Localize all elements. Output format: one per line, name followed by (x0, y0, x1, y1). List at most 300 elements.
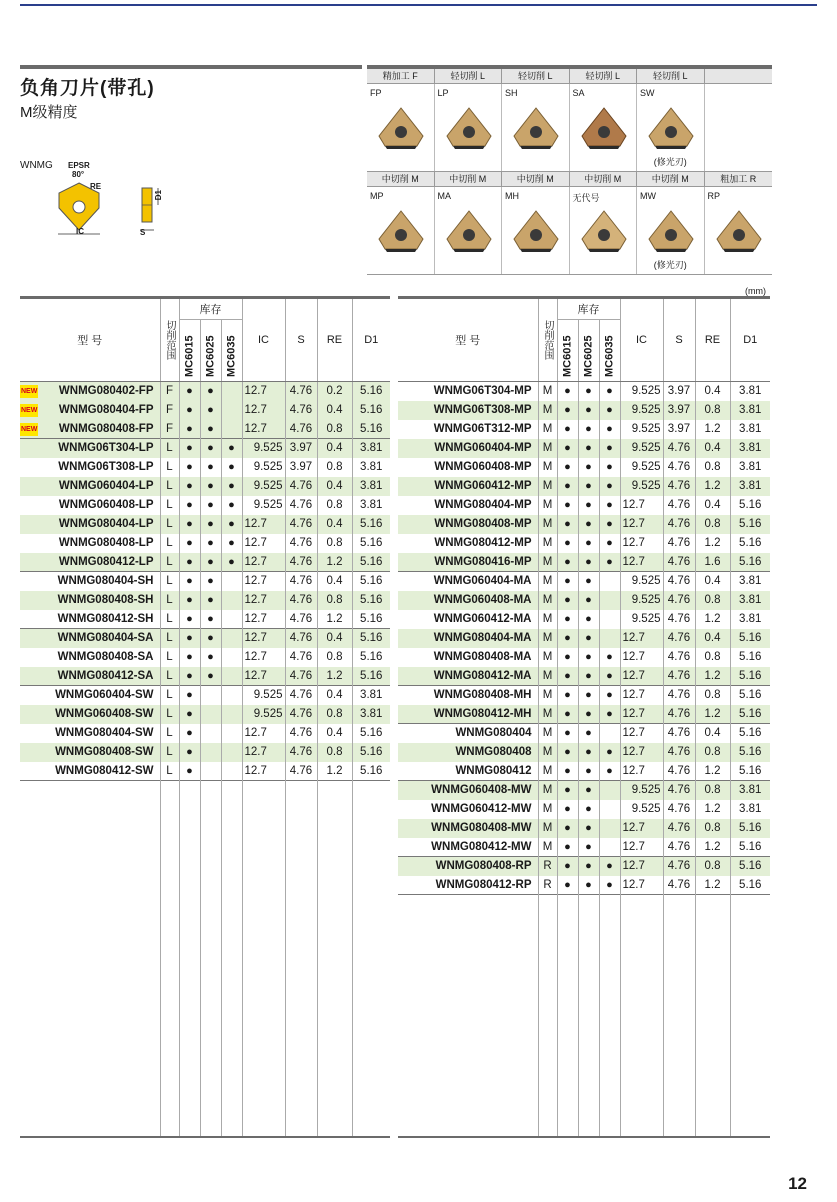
d1-cell: 3.81 (352, 686, 390, 705)
filler-cell (620, 895, 663, 1138)
model-cell (20, 686, 160, 705)
d1-cell: 3.81 (352, 477, 390, 496)
stock-mc6015-cell: ● (179, 572, 200, 591)
ic-cell: 12.7 (620, 629, 663, 648)
model-code: WNMG080412-MW (431, 840, 532, 853)
table-row (398, 724, 770, 743)
s-cell: 4.76 (663, 534, 695, 553)
d1-cell: 5.16 (730, 819, 770, 838)
cb-code: LP (437, 88, 449, 98)
stock-mc6015-cell: ● (557, 553, 578, 572)
s-cell: 3.97 (285, 439, 317, 458)
s-cell: 4.76 (663, 648, 695, 667)
ic-cell: 12.7 (242, 591, 285, 610)
ic-cell: 9.525 (242, 705, 285, 724)
re-cell: 0.4 (317, 439, 352, 458)
re-cell: 0.2 (317, 382, 352, 401)
stock-mc6035-cell: ● (599, 515, 620, 534)
stock-mc6035-cell: ● (221, 477, 242, 496)
range-cell: M (538, 648, 557, 667)
re-cell: 0.8 (695, 401, 730, 420)
s-cell: 4.76 (663, 762, 695, 781)
model-code: WNMG080412-LP (58, 555, 154, 568)
stock-mc6035-cell: ● (599, 401, 620, 420)
s-cell: 4.76 (285, 553, 317, 572)
re-cell: 0.8 (695, 515, 730, 534)
stock-mc6015-cell: ● (557, 610, 578, 629)
table-row (398, 686, 770, 705)
d1-cell: 5.16 (730, 724, 770, 743)
model-code: WNMG080412-SA (57, 669, 154, 682)
model-cell (20, 420, 160, 439)
re-cell: 0.8 (695, 857, 730, 876)
model-cell (20, 515, 160, 534)
s-cell: 4.76 (285, 496, 317, 515)
cb-code: SA (572, 88, 585, 98)
stock-mc6025-cell: ● (578, 667, 599, 686)
model-code: WNMG060408-LP (58, 499, 154, 511)
d1-cell: 5.16 (360, 764, 383, 777)
s-cell: 4.76 (285, 629, 317, 648)
stock-mc6015-cell: ● (557, 458, 578, 477)
d1-cell: 3.81 (739, 613, 762, 625)
d1-cell: 5.16 (352, 667, 390, 686)
s-cell: 4.76 (663, 838, 695, 857)
s-cell: 4.76 (285, 477, 317, 496)
cb-cell (367, 84, 435, 171)
model-code: WNMG080404-SW (55, 727, 154, 739)
ic-cell: 9.525 (242, 458, 285, 477)
stock-mc6015-cell: ● (557, 705, 578, 724)
d1-cell: 5.16 (352, 382, 390, 401)
ic-cell: 9.525 (242, 439, 285, 458)
ic-cell: 12.7 (242, 667, 285, 686)
stock-mc6025-cell: ● (578, 458, 599, 477)
stock-mc6025-cell: ● (578, 819, 599, 838)
table-row (20, 496, 390, 515)
model-code: WNMG080408-MP (434, 518, 532, 530)
range-cell: M (538, 667, 557, 686)
model-code: WNMG080404 (455, 727, 532, 740)
range-cell: L (160, 705, 179, 724)
stock-mc6025-cell: ● (200, 496, 221, 515)
table-row (398, 382, 770, 401)
range-cell: M (538, 553, 557, 572)
ic-cell: 12.7 (620, 762, 663, 781)
filler-cell (242, 781, 285, 1138)
filler-cell (599, 895, 620, 1138)
re-header: RE (317, 298, 352, 382)
model-cell (398, 686, 538, 705)
re-cell: 1.2 (695, 800, 730, 819)
range-cell: L (160, 648, 179, 667)
range-header: 切削范围 (538, 298, 557, 382)
d1-cell: 5.16 (360, 727, 383, 739)
range-cell: M (538, 515, 557, 534)
stock-mc6035-cell (221, 705, 242, 724)
model-code: WNMG080404-LP (58, 518, 154, 530)
model-code: WNMG06T304-LP (58, 442, 154, 455)
chipbreaker-header-row-2 (367, 172, 772, 187)
filler-cell (317, 781, 352, 1138)
ic-cell: 12.7 (242, 724, 285, 743)
range-cell: M (538, 572, 557, 591)
stock-mc6035-cell: ● (599, 876, 620, 895)
filler-cell (695, 895, 730, 1138)
cb-category: 轻切削 L (502, 69, 570, 83)
insert-photo-icon (512, 106, 560, 150)
model-code: WNMG080412 (455, 764, 532, 777)
stock-mc6015-cell: ● (557, 515, 578, 534)
cb-cell (435, 187, 503, 274)
range-cell: M (538, 534, 557, 553)
model-cell (398, 515, 538, 534)
model-cell (20, 534, 160, 553)
s-cell: 4.76 (663, 439, 695, 458)
table-row (398, 401, 770, 420)
ic-cell: 9.525 (620, 572, 663, 591)
stock-mc6015-cell: ● (179, 610, 200, 629)
ic-cell: 9.525 (620, 401, 663, 420)
d1-label: D1 (154, 190, 163, 201)
stock-mc6035-cell: ● (221, 439, 242, 458)
stock-mc6015-cell: ● (179, 724, 200, 743)
model-code: WNMG080408 (455, 746, 532, 758)
table-row (20, 420, 390, 439)
new-badge: NEW (20, 385, 38, 398)
re-cell: 0.4 (317, 401, 352, 420)
stock-mc6035-cell (221, 762, 242, 781)
table-filler-row (398, 895, 770, 1138)
cb-cell (570, 187, 638, 274)
model-code: WNMG060404-MA (433, 575, 532, 588)
range-cell: M (538, 800, 557, 819)
grade-header: MC6035 (221, 320, 242, 382)
chipbreaker-header-row-1 (367, 69, 772, 84)
d1-header: D1 (730, 298, 770, 382)
range-cell: M (538, 382, 557, 401)
chipbreaker-images-row-1 (367, 84, 772, 172)
ic-cell: 12.7 (620, 724, 663, 743)
d1-cell: 5.16 (352, 591, 390, 610)
range-cell: L (160, 686, 179, 705)
stock-mc6035-cell: ● (599, 762, 620, 781)
re-cell: 0.4 (695, 629, 730, 648)
stock-mc6035-cell: ● (599, 382, 620, 401)
cb-category: 中切削 M (435, 172, 503, 186)
insert-photo-icon (715, 209, 763, 253)
range-cell: M (538, 705, 557, 724)
stock-mc6025-cell: ● (200, 553, 221, 572)
re-cell: 0.8 (317, 743, 352, 762)
s-cell: 3.97 (663, 401, 695, 420)
model-cell (398, 800, 538, 819)
ic-cell: 12.7 (620, 705, 663, 724)
s-cell: 4.76 (285, 724, 317, 743)
d1-cell: 3.81 (730, 439, 770, 458)
insert-photo-icon (647, 106, 695, 150)
re-cell: 0.8 (317, 458, 352, 477)
model-code: WNMG080408-MW (431, 822, 532, 834)
table-row (398, 629, 770, 648)
model-cell (20, 382, 160, 401)
re-cell: 0.8 (695, 591, 730, 610)
cb-code: 无代号 (572, 193, 600, 203)
range-cell: R (538, 876, 557, 895)
stock-mc6035-cell: ● (221, 515, 242, 534)
table-row (20, 667, 390, 686)
grade-header: MC6015 (557, 320, 578, 382)
model-code: WNMG080408-RP (435, 860, 532, 873)
cb-cell-empty (705, 84, 773, 171)
stock-mc6015-cell: ● (557, 724, 578, 743)
stock-mc6025-cell: ● (578, 496, 599, 515)
insert-photo-icon (377, 106, 425, 150)
re-cell: 1.2 (695, 705, 730, 724)
stock-mc6025-cell: ● (578, 724, 599, 743)
re-cell: 1.2 (695, 838, 730, 857)
ic-cell: 12.7 (242, 610, 285, 629)
stock-mc6035-cell (221, 420, 242, 439)
stock-mc6015-cell: ● (557, 781, 578, 800)
stock-mc6025-cell: ● (200, 382, 221, 401)
insert-photo-icon (580, 209, 628, 253)
s-cell: 4.76 (285, 420, 317, 439)
ic-cell: 12.7 (242, 382, 285, 401)
stock-mc6035-cell (599, 572, 620, 591)
ic-cell: 9.525 (242, 477, 285, 496)
stock-mc6015-cell: ● (557, 762, 578, 781)
stock-mc6015-cell: ● (179, 667, 200, 686)
cb-note: (修光刃) (653, 157, 687, 167)
model-header: 型 号 (20, 298, 160, 382)
stock-mc6015-cell: ● (557, 477, 578, 496)
model-code: WNMG06T308-LP (58, 461, 154, 473)
re-cell: 1.6 (695, 553, 730, 572)
stock-mc6025-cell: ● (578, 420, 599, 439)
range-cell: L (160, 534, 179, 553)
stock-mc6025-cell (200, 724, 221, 743)
table-row (398, 781, 770, 800)
stock-mc6035-cell (221, 648, 242, 667)
s-cell: 4.76 (285, 610, 317, 629)
stock-mc6015-cell: ● (557, 629, 578, 648)
filler-cell (179, 781, 200, 1138)
ic-cell: 9.525 (620, 477, 663, 496)
d1-cell: 5.16 (352, 743, 390, 762)
range-cell: M (538, 610, 557, 629)
cb-cell (367, 187, 435, 274)
model-code: WNMG080408-SH (57, 594, 154, 606)
table-row (398, 762, 770, 781)
stock-mc6025-cell: ● (200, 667, 221, 686)
table-row (398, 553, 770, 572)
range-cell: L (160, 477, 179, 496)
d1-cell: 5.16 (739, 878, 762, 891)
new-badge: NEW (20, 423, 38, 436)
cb-category (705, 69, 773, 83)
table-row (20, 534, 390, 553)
stock-mc6025-cell: ● (578, 553, 599, 572)
stock-mc6025-cell: ● (578, 762, 599, 781)
model-cell (20, 477, 160, 496)
model-code: WNMG06T312-MP (433, 423, 532, 435)
range-cell: M (538, 420, 557, 439)
table-row (398, 610, 770, 629)
table-row (398, 591, 770, 610)
stock-mc6035-cell (599, 610, 620, 629)
unit-label: (mm) (745, 286, 766, 296)
new-badge: NEW (20, 404, 38, 417)
model-cell (20, 591, 160, 610)
ic-cell: 12.7 (242, 762, 285, 781)
re-cell: 0.8 (695, 648, 730, 667)
stock-mc6025-cell: ● (578, 572, 599, 591)
s-cell: 4.76 (663, 800, 695, 819)
cb-category: 粗加工 R (720, 174, 757, 184)
model-code: WNMG060412-MA (433, 613, 532, 625)
model-code: WNMG060408-SW (55, 708, 154, 720)
stock-mc6015-cell: ● (557, 591, 578, 610)
stock-mc6035-cell: ● (221, 534, 242, 553)
stock-mc6035-cell: ● (599, 496, 620, 515)
s-header: S (285, 298, 317, 382)
stock-mc6035-cell: ● (221, 553, 242, 572)
d1-header: D1 (352, 298, 390, 382)
model-cell (398, 496, 538, 515)
stock-mc6035-cell (599, 629, 620, 648)
d1-cell: 3.81 (730, 781, 770, 800)
model-cell (20, 610, 160, 629)
stock-mc6025-cell (200, 743, 221, 762)
re-cell: 1.2 (695, 762, 730, 781)
model-cell (20, 705, 160, 724)
model-cell (20, 648, 160, 667)
table-row (20, 553, 390, 572)
re-cell: 0.4 (317, 572, 352, 591)
s-cell: 4.76 (663, 876, 695, 895)
s-cell: 4.76 (285, 572, 317, 591)
ic-cell: 12.7 (242, 629, 285, 648)
re-cell: 0.8 (317, 534, 352, 553)
cb-category: 精加工 F (367, 69, 435, 83)
model-code: WNMG080408-MH (433, 689, 532, 702)
model-cell (20, 496, 160, 515)
stock-mc6015-cell: ● (179, 401, 200, 420)
stock-mc6025-cell (200, 762, 221, 781)
ic-cell: 9.525 (620, 439, 663, 458)
stock-mc6015-cell: ● (179, 705, 200, 724)
stock-mc6035-cell: ● (599, 686, 620, 705)
filler-cell (398, 895, 538, 1138)
re-cell: 1.2 (695, 876, 730, 895)
model-cell (398, 572, 538, 591)
stock-mc6015-cell: ● (179, 743, 200, 762)
filler-cell (221, 781, 242, 1138)
range-cell: L (160, 496, 179, 515)
table-row (398, 420, 770, 439)
stock-mc6025-cell: ● (200, 477, 221, 496)
filler-cell (20, 781, 160, 1138)
cb-code: MA (437, 191, 451, 201)
s-cell: 4.76 (663, 610, 695, 629)
model-cell (20, 667, 160, 686)
model-cell (398, 553, 538, 572)
cb-category: 轻切削 L (570, 69, 638, 83)
grade-header: MC6015 (179, 320, 200, 382)
range-cell: L (160, 667, 179, 686)
model-cell (398, 819, 538, 838)
stock-mc6025-cell: ● (578, 629, 599, 648)
model-code: WNMG080412-MH (433, 707, 532, 720)
model-cell (398, 477, 538, 496)
stock-mc6035-cell (599, 724, 620, 743)
stock-mc6015-cell: ● (179, 648, 200, 667)
stock-mc6015-cell: ● (557, 667, 578, 686)
model-code: WNMG080412-SW (55, 764, 154, 777)
ic-header: IC (242, 298, 285, 382)
table-row (398, 515, 770, 534)
stock-mc6015-cell: ● (179, 458, 200, 477)
s-cell: 4.76 (663, 857, 695, 876)
stock-mc6025-cell: ● (578, 591, 599, 610)
d1-cell: 3.81 (360, 499, 383, 511)
range-cell: L (160, 610, 179, 629)
chipbreaker-grid (367, 69, 772, 275)
stock-mc6015-cell: ● (179, 382, 200, 401)
s-cell: 4.76 (663, 553, 695, 572)
stock-mc6035-cell (599, 800, 620, 819)
insert-photo-icon (647, 209, 695, 253)
re-cell: 0.8 (317, 648, 352, 667)
page-title: 负角刀片(带孔) (20, 78, 155, 99)
re-cell: 0.4 (695, 496, 730, 515)
stock-mc6035-cell: ● (599, 553, 620, 572)
cb-cell (502, 187, 570, 274)
model-code: WNMG060408-MA (433, 594, 532, 606)
re-cell: 0.8 (317, 705, 352, 724)
stock-mc6025-cell: ● (578, 857, 599, 876)
stock-mc6015-cell: ● (179, 534, 200, 553)
range-cell: M (538, 439, 557, 458)
stock-mc6035-cell (599, 838, 620, 857)
d1-cell: 5.16 (730, 743, 770, 762)
d1-cell: 3.81 (739, 423, 762, 435)
grade-header: MC6035 (599, 320, 620, 382)
model-header: 型 号 (398, 298, 538, 382)
model-code: WNMG060404-SW (55, 689, 154, 702)
right-product-table (398, 296, 770, 1138)
range-cell: L (160, 439, 179, 458)
table-row (398, 477, 770, 496)
stock-mc6035-cell (221, 591, 242, 610)
model-cell (20, 724, 160, 743)
stock-mc6015-cell: ● (179, 629, 200, 648)
re-cell: 0.4 (317, 477, 352, 496)
stock-mc6035-cell (221, 401, 242, 420)
stock-mc6025-cell: ● (200, 572, 221, 591)
table-row (20, 705, 390, 724)
model-code: WNMG080404-MP (434, 499, 532, 511)
left-table-bottom-rule (20, 1136, 390, 1138)
stock-mc6015-cell: ● (557, 838, 578, 857)
ic-cell: 12.7 (242, 553, 285, 572)
stock-mc6035-cell: ● (599, 534, 620, 553)
d1-cell: 5.16 (730, 705, 770, 724)
range-cell: M (538, 477, 557, 496)
stock-mc6025-cell: ● (578, 648, 599, 667)
stock-mc6035-cell: ● (599, 705, 620, 724)
